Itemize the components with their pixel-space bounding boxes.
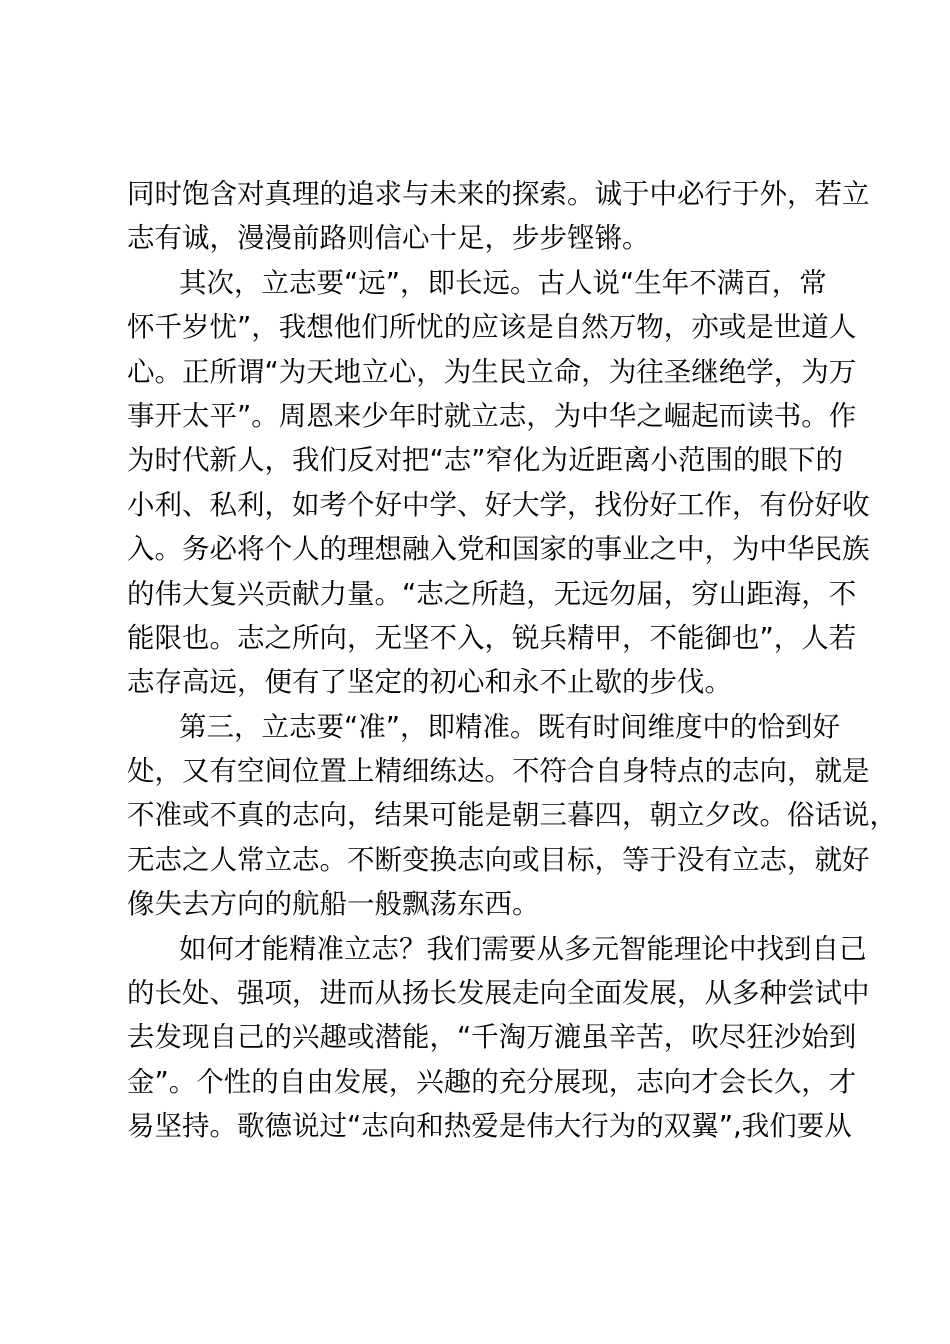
text-line: 小利、私利，如考个好中学、好大学，找份好工作，有份好收 [127, 488, 870, 521]
paragraph-3 [127, 705, 897, 927]
paragraph-4 [127, 927, 870, 1149]
text-line: 怀千岁忧”，我想他们所忧的应该是自然万物，亦或是世道人 [127, 311, 857, 344]
text-line: 的长处、强项，进而从扬长发展走向全面发展，从多种尝试中 [127, 977, 870, 1010]
text-line: 志存高远，便有了坚定的初心和永不止歇的步伐。 [127, 666, 732, 699]
text-line: 不准或不真的志向，结果可能是朝三暮四，朝立夕改。俗话说， [127, 799, 897, 832]
text-line: 无志之人常立志。不断变换志向或目标，等于没有立志，就好 [127, 843, 870, 876]
text-line: 像失去方向的航船一般飘荡东西。 [127, 888, 540, 921]
text-line: 心。正所谓“为天地立心，为生民立命，为往圣继绝学，为万 [127, 355, 857, 388]
text-line: 能限也。志之所向，无坚不入，锐兵精甲，不能御也”，人若 [127, 621, 857, 654]
text-line: 同时饱含对真理的追求与未来的探索。诚于中必行于外，若立 [127, 178, 870, 210]
text-line: 入。务必将个人的理想融入党和国家的事业之中，为中华民族 [127, 533, 870, 566]
text-line: 处，又有空间位置上精细练达。不符合自身特点的志向，就是 [127, 755, 870, 788]
text-line: 为时代新人，我们反对把“志”窄化为近距离小范围的眼下的 [127, 444, 843, 477]
text-line: 去发现自己的兴趣或潜能，“千淘万漉虽辛苦，吹尽狂沙始到 [127, 1021, 857, 1054]
text-line: 志有诚，漫漫前路则信心十足，步步铿锵。 [127, 222, 650, 255]
text-line: 第三，立志要“准”，即精准。既有时间维度中的恰到好 [179, 710, 840, 743]
text-line: 如何才能精准立志？我们需要从多元智能理论中找到自己 [179, 932, 867, 965]
text-line: 金”。个性的自由发展，兴趣的充分展现，志向才会长久，才 [127, 1065, 857, 1098]
paragraph-1 [127, 172, 870, 261]
document-page [127, 172, 897, 1149]
text-line: 事开太平”。周恩来少年时就立志，为中华之崛起而读书。作 [127, 399, 857, 432]
text-line: 易坚持。歌德说过“志向和热爱是伟大行为的双翼”,我们要从 [127, 1110, 852, 1143]
text-line: 的伟大复兴贡献力量。“志之所趋，无远勿届，穷山距海，不 [127, 577, 857, 610]
paragraph-2 [127, 261, 870, 705]
text-line: 其次，立志要“远”，即长远。古人说“生年不满百，常 [179, 266, 827, 299]
